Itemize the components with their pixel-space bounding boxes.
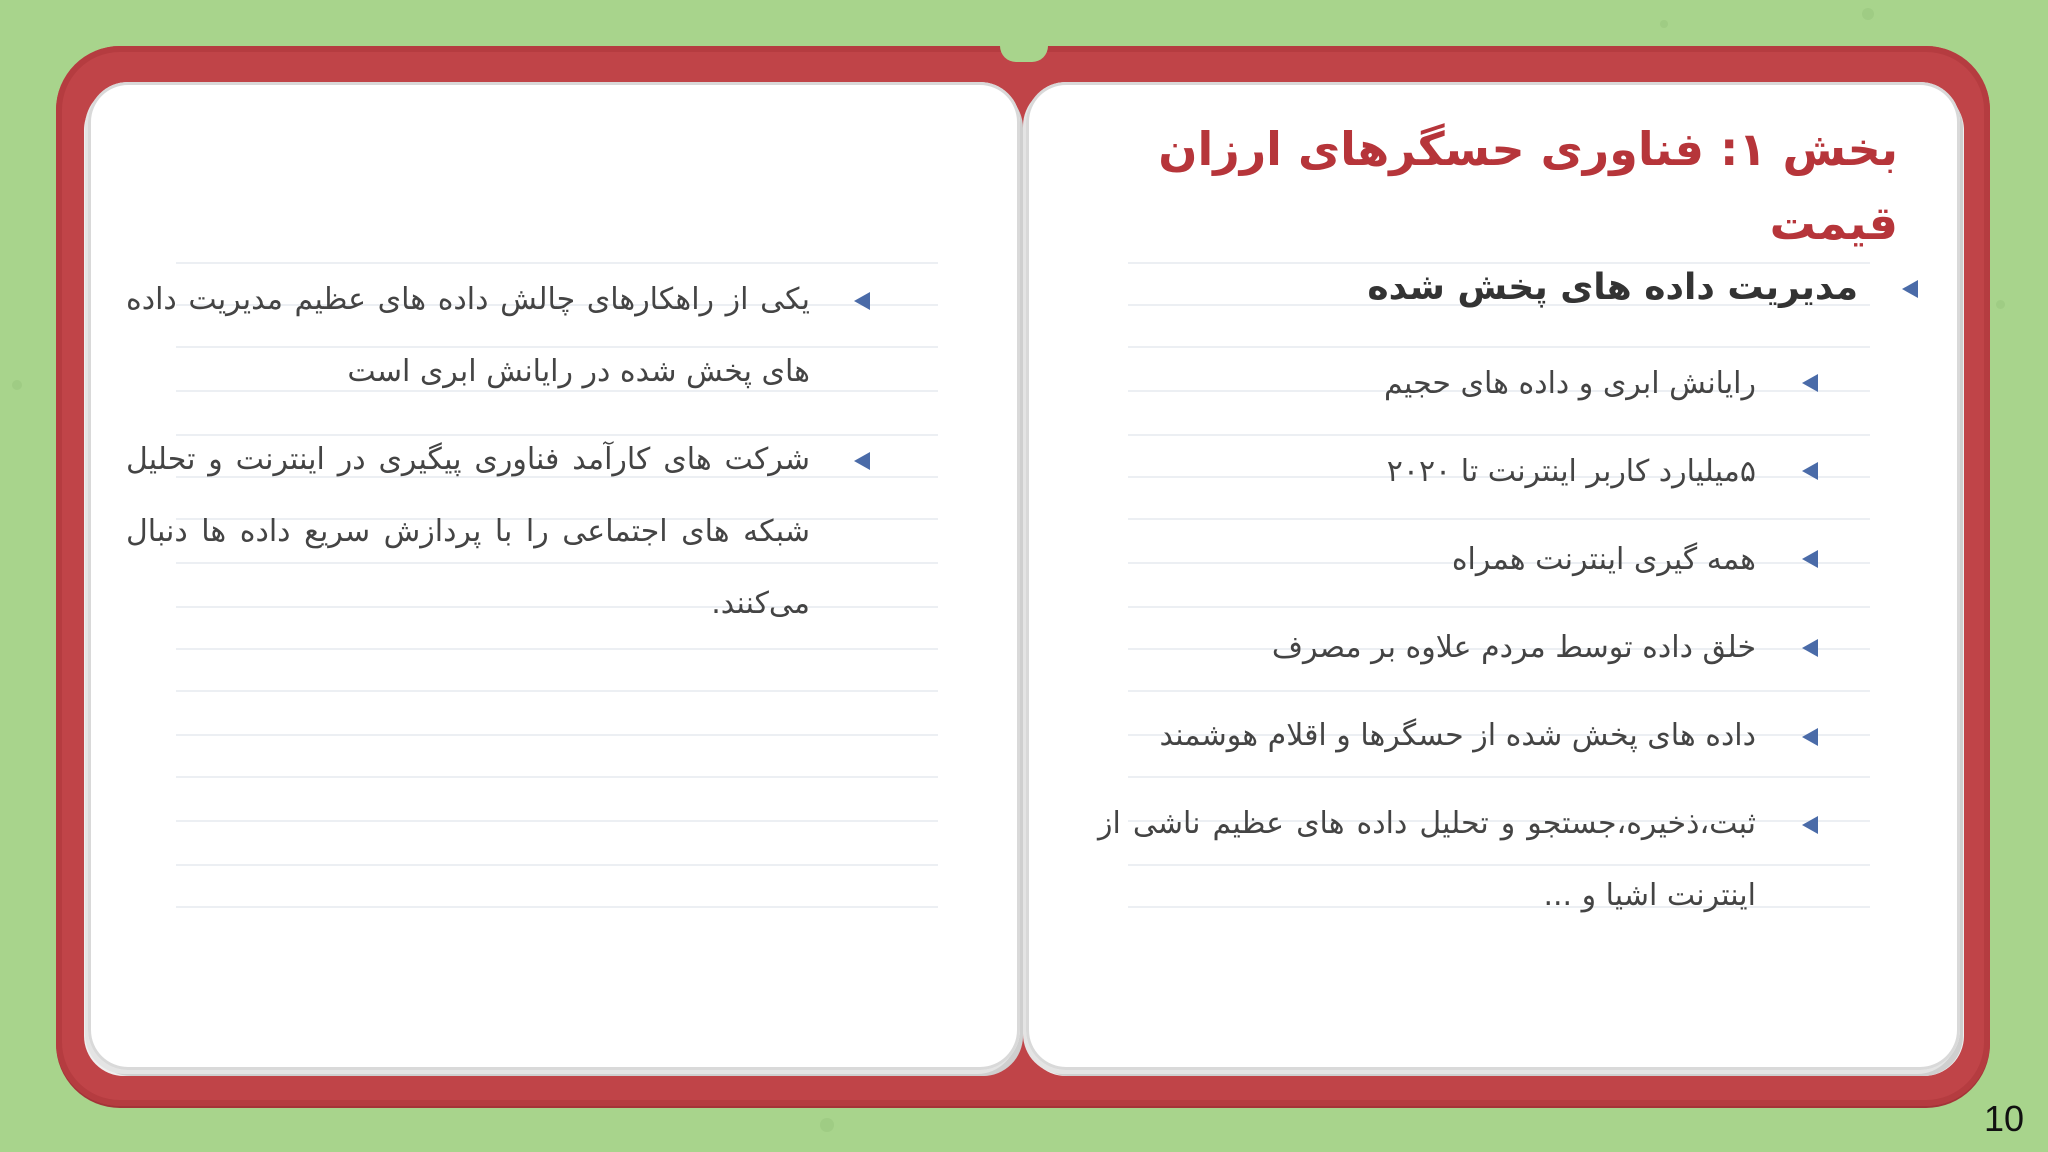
bullet-triangle-icon	[1802, 816, 1818, 834]
background-speckle	[1660, 20, 1668, 28]
ruled-line	[176, 864, 938, 866]
bullet-triangle-icon	[854, 292, 870, 310]
slide-title: بخش ۱: فناوری حسگرهای ارزان قیمت	[1158, 122, 1898, 250]
background-speckle	[12, 380, 22, 390]
list-item: ۵میلیارد کاربر اینترنت تا ۲۰۲۰	[1386, 454, 1756, 489]
ruled-line	[176, 690, 938, 692]
list-item: همه گیری اینترنت همراه	[1451, 542, 1756, 577]
list-item: رایانش ابری و داده های حجیم	[1384, 366, 1756, 401]
list-item: یکی از راهکارهای چالش داده های عظیم مدیریت داده های پخش شده در رایانش ابری است	[126, 282, 810, 389]
page-number: 10	[1983, 1098, 2024, 1139]
ruled-line	[1128, 606, 1870, 608]
bullet-triangle-icon	[1802, 639, 1818, 657]
ruled-line	[176, 776, 938, 778]
bullet-triangle-icon	[854, 452, 870, 470]
ruled-line	[176, 648, 938, 650]
ruled-line	[1128, 518, 1870, 520]
ruled-line	[176, 734, 938, 736]
ruled-line	[1128, 776, 1870, 778]
ruled-line	[1128, 690, 1870, 692]
list-item: داده های پخش شده از حسگرها و اقلام هوشمند	[1159, 718, 1756, 753]
list-item: شرکت های کارآمد فناوری پیگیری در اینترنت و تحلیل شبکه های اجتماعی را با پردازش سریع داده ها دنبال می‌کنند.	[126, 442, 810, 621]
background-speckle	[1996, 300, 2005, 309]
background-speckle	[820, 1118, 834, 1132]
bullet-triangle-icon	[1802, 462, 1818, 480]
bullet-triangle-icon	[1802, 728, 1818, 746]
ruled-line	[176, 906, 938, 908]
list-item: ثبت،ذخیره،جستجو و تحلیل داده های عظیم ناشی از اینترنت اشیا و ...	[1098, 806, 1756, 913]
list-item: خلق داده توسط مردم علاوه بر مصرف	[1271, 630, 1756, 665]
bullet-triangle-icon	[1902, 280, 1918, 298]
bullet-triangle-icon	[1802, 550, 1818, 568]
ruled-line	[176, 820, 938, 822]
section-heading: مدیریت داده های پخش شده	[1367, 267, 1858, 308]
background-speckle	[1862, 8, 1874, 20]
bullet-triangle-icon	[1802, 374, 1818, 392]
